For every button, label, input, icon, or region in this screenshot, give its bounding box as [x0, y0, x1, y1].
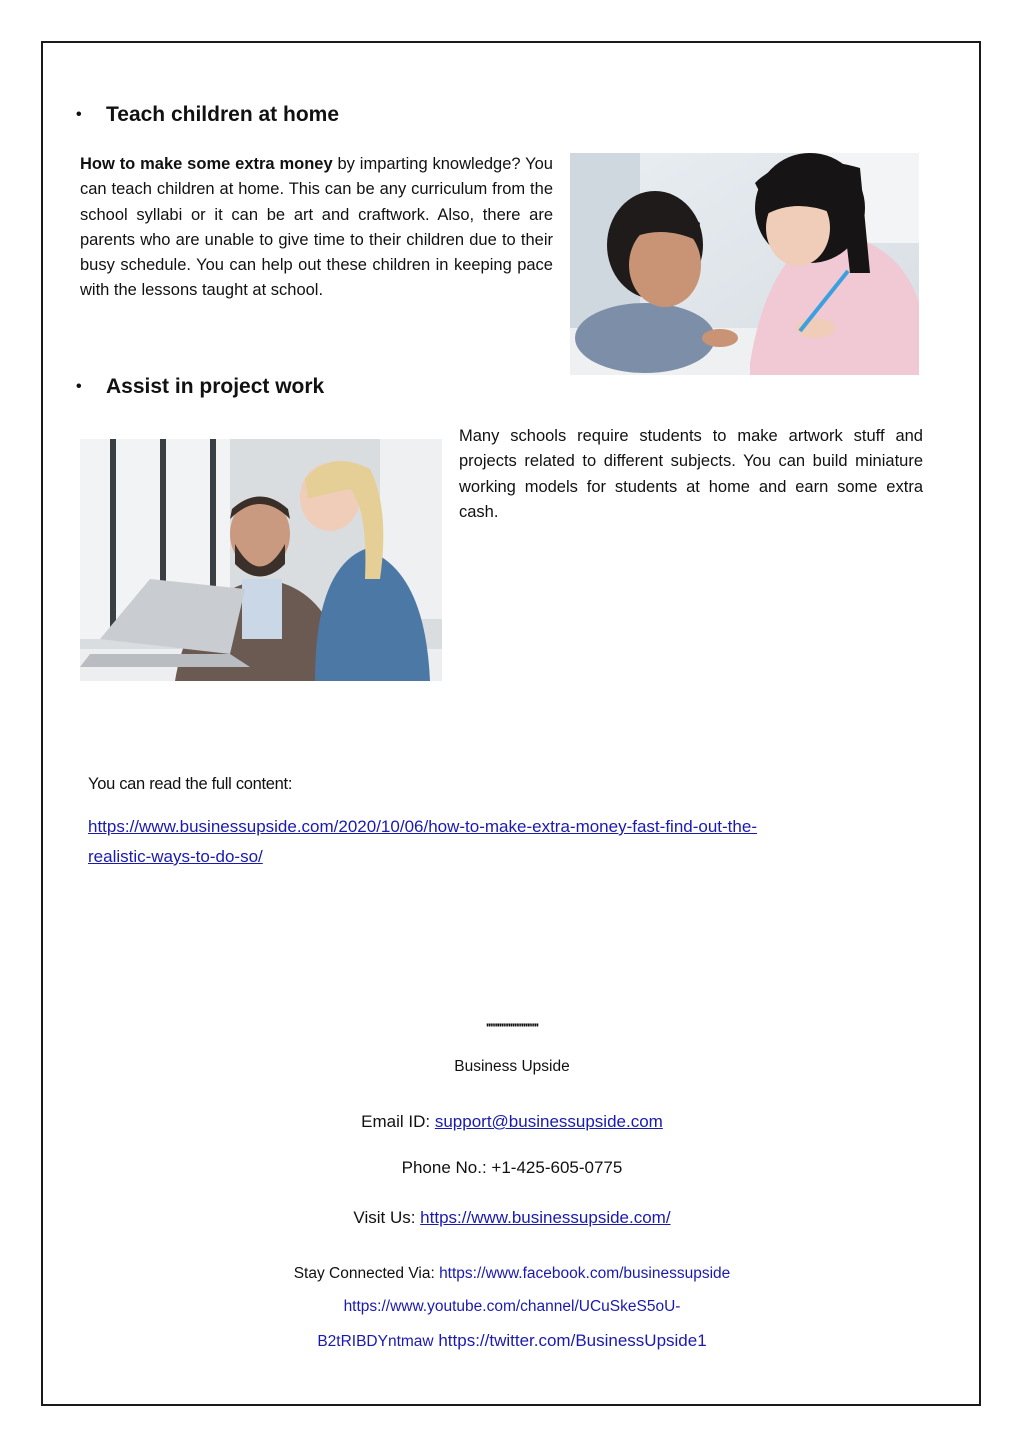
article-link[interactable] — [88, 812, 757, 872]
section1-heading-text: Teach children at home — [106, 103, 339, 126]
visit-line — [0, 1208, 1024, 1228]
twitter-link[interactable]: https://twitter.com/BusinessUpside1 — [433, 1331, 707, 1350]
facebook-link[interactable]: https://www.facebook.com/businessupside — [439, 1265, 731, 1282]
phone-line: Phone No.: +1-425-605-0775 — [401, 1158, 623, 1177]
article-link-line1[interactable]: https://www.businessupside.com/2020/10/06/how-to-make-extra-money-fast-find-out-the- — [88, 817, 757, 836]
stay-connected-label: Stay Connected Via: — [293, 1265, 440, 1282]
section1-lead: How to make some extra money — [80, 155, 333, 173]
tutor-with-child-photo — [570, 153, 919, 375]
section1-paragraph — [80, 152, 553, 304]
section1-body: by imparting knowledge? You can teach children at home. This can be any curriculum from the school syllabi or it can be art and craftwork. Also, there are parents who are unable to give time to their children due to their busy schedule. You can help out these children in keeping pace with the lessons taught at school. — [80, 155, 553, 300]
teacher-and-student-at-laptop-photo — [80, 439, 442, 681]
bullet: • — [76, 378, 82, 395]
bullet: • — [76, 106, 82, 123]
youtube-link-line1[interactable]: https://www.youtube.com/channel/UCuSkeS5oU- — [343, 1298, 681, 1315]
email-line — [0, 1112, 1024, 1132]
separator-marks: '''''''''''''''''''''''''''' — [486, 1021, 538, 1035]
company-name: Business Upside — [454, 1058, 570, 1075]
youtube-link-line2[interactable]: B2tRIBDYntmaw — [317, 1333, 434, 1350]
email-label: Email ID: — [361, 1112, 435, 1131]
section1-heading — [76, 103, 339, 127]
section2-paragraph: Many schools require students to make artwork stuff and projects related to different subjects. You can build miniature working models for students at home and earn some extra cash. — [459, 427, 923, 521]
visit-label: Visit Us: — [353, 1208, 421, 1227]
read-more-label: You can read the full content: — [88, 775, 293, 793]
website-link[interactable]: https://www.businessupside.com/ — [420, 1208, 671, 1227]
stay-connected-line — [0, 1265, 1024, 1283]
email-link[interactable]: support@businessupside.com — [434, 1112, 663, 1131]
section2-heading-text: Assist in project work — [106, 375, 325, 398]
youtube-twitter-line — [0, 1331, 1024, 1351]
article-link-line2[interactable]: realistic-ways-to-do-so/ — [88, 847, 263, 866]
section2-heading — [76, 375, 324, 399]
